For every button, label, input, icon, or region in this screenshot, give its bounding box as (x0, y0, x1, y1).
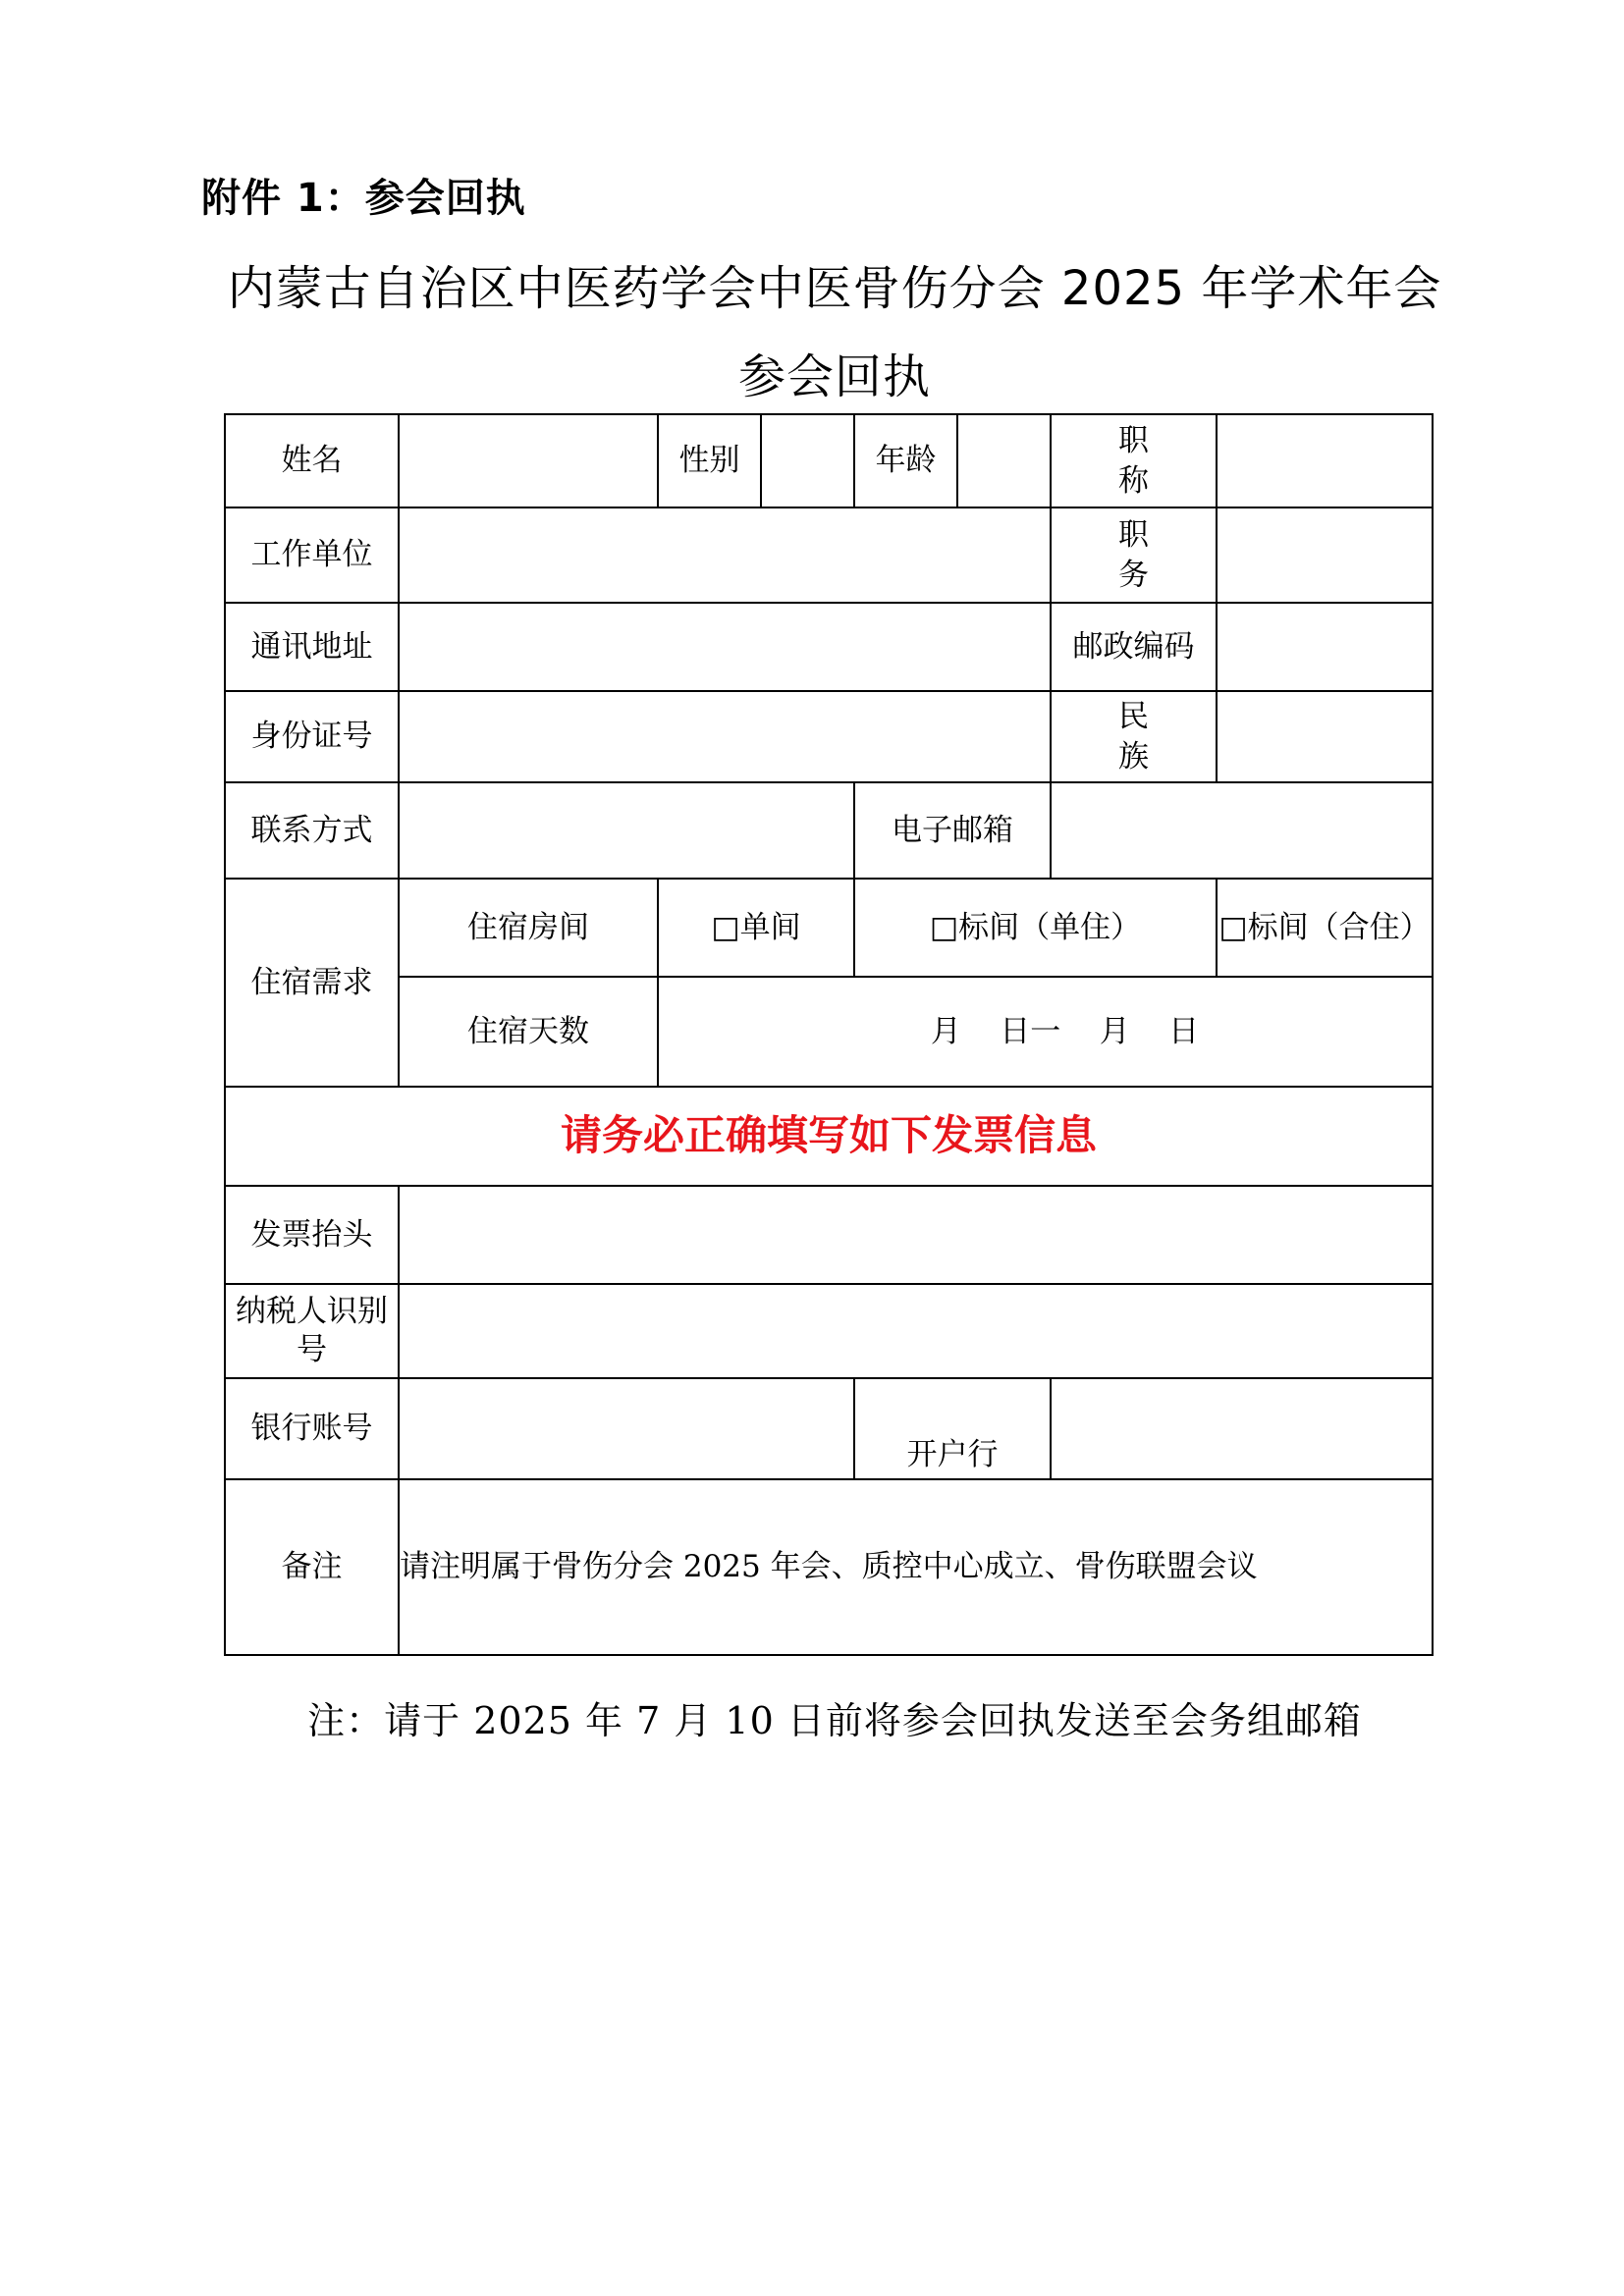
days-label: 住宿天数 (399, 977, 658, 1087)
work-unit-field[interactable] (399, 507, 1051, 603)
table-row (225, 691, 1433, 782)
bank-field[interactable] (1051, 1378, 1433, 1479)
gender-field[interactable] (761, 414, 854, 507)
bank-label: 开户行 (854, 1378, 1051, 1479)
days-field[interactable]: 月 日一 月 日 (658, 977, 1433, 1087)
name-field[interactable] (399, 414, 658, 507)
address-label: 通讯地址 (225, 603, 399, 691)
bank-account-label: 银行账号 (225, 1378, 399, 1479)
postcode-field[interactable] (1217, 603, 1433, 691)
email-label: 电子邮箱 (854, 782, 1051, 879)
invoice-title-field[interactable] (399, 1186, 1433, 1284)
age-field[interactable] (957, 414, 1051, 507)
id-field[interactable] (399, 691, 1051, 782)
taxpayer-id-field[interactable] (399, 1284, 1433, 1378)
table-row (225, 1378, 1433, 1479)
ethnicity-field[interactable] (1217, 691, 1433, 782)
table-row (225, 1087, 1433, 1186)
invoice-title-label: 发票抬头 (225, 1186, 399, 1284)
age-label: 年龄 (854, 414, 957, 507)
postcode-label: 邮政编码 (1051, 603, 1217, 691)
address-field[interactable] (399, 603, 1051, 691)
bank-account-field[interactable] (399, 1378, 854, 1479)
room-option-standard-shared[interactable]: □标间（合住） (1217, 879, 1433, 977)
position-field[interactable] (1217, 507, 1433, 603)
page-title: 内蒙古自治区中医药学会中医骨伤分会 2025 年学术年会 (227, 261, 1442, 316)
table-row (225, 977, 1433, 1087)
table-row (225, 507, 1433, 603)
table-row (225, 1186, 1433, 1284)
contact-field[interactable] (399, 782, 854, 879)
room-label: 住宿房间 (399, 879, 658, 977)
name-label: 姓名 (225, 414, 399, 507)
title-label: 职 称 (1051, 414, 1217, 507)
footnote: 注：请于 2025 年 7 月 10 日前将参会回执发送至会务组邮箱 (307, 1699, 1362, 1742)
remarks-label: 备注 (225, 1479, 399, 1655)
title-field[interactable] (1217, 414, 1433, 507)
gender-label: 性别 (658, 414, 761, 507)
table-row (225, 1479, 1433, 1655)
room-option-single[interactable]: □单间 (658, 879, 854, 977)
table-row (225, 1284, 1433, 1378)
work-unit-label: 工作单位 (225, 507, 399, 603)
registration-form-table (224, 413, 1434, 1656)
table-row (225, 603, 1433, 691)
table-row (225, 879, 1433, 977)
ethnicity-label: 民 族 (1051, 691, 1217, 782)
page-subtitle: 参会回执 (737, 349, 931, 404)
position-label: 职 务 (1051, 507, 1217, 603)
lodging-label: 住宿需求 (225, 879, 399, 1087)
invoice-notice: 请务必正确填写如下发票信息 (225, 1087, 1433, 1186)
room-option-standard-single[interactable]: □标间（单住） (854, 879, 1217, 977)
id-label: 身份证号 (225, 691, 399, 782)
annex-label: 附件 1：参会回执 (201, 176, 526, 221)
email-field[interactable] (1051, 782, 1433, 879)
table-row (225, 782, 1433, 879)
table-row (225, 414, 1433, 507)
contact-label: 联系方式 (225, 782, 399, 879)
taxpayer-id-label: 纳税人识别号 (225, 1284, 399, 1378)
remarks-field[interactable]: 请注明属于骨伤分会 2025 年会、质控中心成立、骨伤联盟会议 (399, 1479, 1433, 1655)
